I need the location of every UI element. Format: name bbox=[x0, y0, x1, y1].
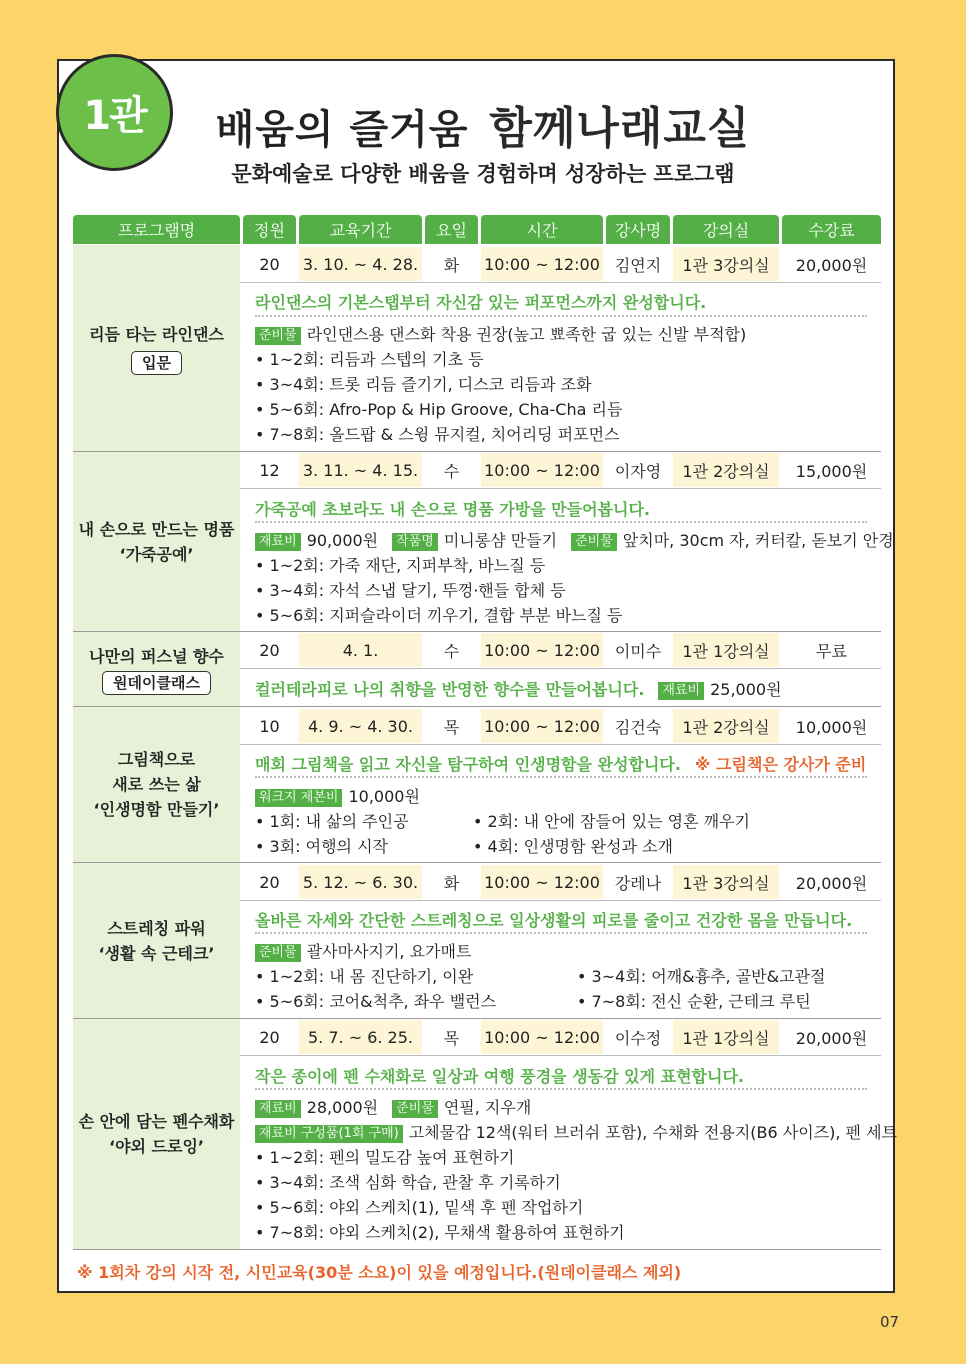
session-item: • 7~8회: 야외 스케치(2), 무채색 활용하여 표현하기 bbox=[255, 1223, 625, 1242]
program-name: 그림책으로 bbox=[117, 750, 196, 769]
program-name: 나만의 퍼스널 향수 bbox=[89, 646, 224, 666]
session-item: • 3~4회: 어깨&흉추, 골반&고관절 bbox=[577, 967, 826, 986]
prep-line bbox=[255, 939, 471, 962]
session-item: • 7~8회: 올드팝 & 스윙 뮤지컬, 치어리딩 퍼포먼스 bbox=[255, 425, 620, 444]
teacher-cell: 이자영 bbox=[614, 461, 662, 481]
program-name-line2: 새로 쓰는 삶 bbox=[112, 775, 201, 794]
dotted-divider bbox=[255, 1088, 867, 1090]
room-cell: 1관 1강의실 bbox=[673, 633, 779, 667]
session-item: • 1~2회: 내 몸 진단하기, 이완 bbox=[255, 967, 474, 986]
materials-line bbox=[255, 528, 894, 551]
session-item: • 5~6회: 지퍼슬라이더 끼우기, 결합 부분 바느질 등 bbox=[255, 606, 623, 625]
row-divider bbox=[73, 862, 881, 863]
work-name: 미니롱샴 만들기 bbox=[443, 531, 558, 550]
day-cell: 수 bbox=[443, 461, 460, 481]
session-item: • 1~2회: 리듬과 스텝의 기초 등 bbox=[255, 350, 484, 369]
data-divider bbox=[240, 1055, 881, 1056]
data-divider bbox=[240, 488, 881, 489]
program-description bbox=[255, 752, 866, 775]
prep-line bbox=[255, 322, 746, 345]
program-description: 라인댄스의 기본스탭부터 자신감 있는 퍼포먼스까지 완성합니다. bbox=[255, 293, 707, 312]
dotted-divider bbox=[255, 521, 867, 523]
prep-text: 연필, 지우개 bbox=[443, 1098, 532, 1117]
program-description: 컬러테라피로 나의 취향을 반영한 향수를 만들어봅니다. bbox=[255, 680, 645, 699]
header-teacher: 강사명 bbox=[606, 215, 670, 244]
session-item: • 1~2회: 펜의 밀도감 높여 표현하기 bbox=[255, 1148, 515, 1167]
program-description: 가죽공예 초보라도 내 손으로 명품 가방을 만들어봅니다. bbox=[255, 500, 650, 519]
program-description: 올바른 자세와 간단한 스트레칭으로 일상생활의 피로를 줄이고 건강한 몸을 만듭니다. bbox=[255, 911, 853, 930]
session-item: • 7~8회: 전신 순환, 근테크 루틴 bbox=[577, 992, 811, 1011]
day-cell: 목 bbox=[443, 1028, 460, 1048]
capacity-cell: 20 bbox=[259, 1027, 280, 1047]
row-divider bbox=[73, 1018, 881, 1019]
fee-cell: 무료 bbox=[816, 641, 847, 661]
program-name-cell bbox=[73, 863, 240, 1018]
period-cell: 5. 7. ~ 6. 25. bbox=[299, 1020, 422, 1054]
page-subtitle: 문화예술로 다양한 배움을 경험하며 성장하는 프로그램 bbox=[231, 162, 735, 186]
session-item: • 3~4회: 트롯 리듬 즐기기, 디스코 리듬과 조화 bbox=[255, 375, 592, 394]
capacity-cell: 10 bbox=[259, 716, 280, 736]
program-name: 스트레칭 파워 bbox=[107, 918, 206, 938]
program-name: 손 안에 담는 펜수채화 bbox=[78, 1112, 235, 1131]
program-subname: ‘생활 속 근테크’ bbox=[98, 943, 215, 963]
time-cell: 10:00 ~ 12:00 bbox=[481, 1020, 603, 1054]
capacity-cell: 12 bbox=[259, 460, 280, 480]
footnote: ※ 1회차 강의 시작 전, 시민교육(30분 소요)이 있을 예정입니다.(원데이클래스 제외) bbox=[77, 1263, 682, 1282]
row-divider bbox=[73, 451, 881, 452]
material-fee-label: 재료비 bbox=[255, 533, 301, 551]
work-label: 작품명 bbox=[392, 533, 438, 551]
session-item: • 2회: 내 안에 잠들어 있는 영혼 깨우기 bbox=[473, 812, 750, 831]
material-fee: 10,000원 bbox=[348, 787, 420, 806]
time-cell: 10:00 ~ 12:00 bbox=[481, 247, 603, 281]
header-period: 교육기간 bbox=[299, 215, 422, 244]
header-day: 요일 bbox=[425, 215, 478, 244]
page-number: 07 bbox=[880, 1313, 900, 1331]
capacity-cell: 20 bbox=[259, 872, 280, 892]
program-name: 리듬 타는 라인댄스 bbox=[89, 324, 224, 344]
prep-text: 앞치마, 30cm 자, 커터칼, 돋보기 안경 bbox=[622, 531, 894, 550]
material-fee: 90,000원 bbox=[306, 531, 379, 550]
dotted-divider bbox=[255, 776, 867, 778]
fee-cell: 15,000원 bbox=[795, 461, 868, 481]
title-main: 배움의 즐거움 bbox=[215, 107, 469, 153]
data-divider bbox=[240, 282, 881, 283]
row-divider bbox=[73, 1249, 881, 1250]
session-item: • 4회: 인생명함 완성과 소개 bbox=[473, 837, 673, 856]
title-highlight: 함께나래교실 bbox=[489, 103, 751, 154]
capacity-cell: 20 bbox=[259, 640, 280, 660]
prep-label: 준비물 bbox=[571, 533, 617, 551]
session-item: • 5~6회: Afro-Pop & Hip Groove, Cha-Cha 리듬 bbox=[255, 400, 623, 419]
day-cell: 화 bbox=[443, 255, 460, 275]
program-subname: ‘가죽공예’ bbox=[119, 544, 194, 564]
kit-line bbox=[255, 1120, 897, 1143]
materials-line bbox=[255, 1095, 531, 1118]
capacity-cell: 20 bbox=[259, 254, 280, 274]
room-cell: 1관 2강의실 bbox=[673, 453, 779, 487]
prep-text: 라인댄스용 댄스화 착용 권장(높고 뾰족한 굽 있는 신발 부적합) bbox=[306, 325, 747, 344]
row-divider bbox=[73, 631, 881, 632]
fee-cell: 20,000원 bbox=[795, 873, 868, 893]
session-item: • 5~6회: 야외 스케치(1), 밑색 후 펜 작업하기 bbox=[255, 1198, 584, 1217]
teacher-cell: 김연지 bbox=[614, 255, 662, 275]
room-cell: 1관 1강의실 bbox=[673, 1020, 779, 1054]
prep-label: 준비물 bbox=[255, 944, 301, 962]
program-name-cell bbox=[73, 632, 240, 706]
fee-cell: 20,000원 bbox=[795, 255, 868, 275]
page-title bbox=[0, 92, 966, 156]
prep-label: 준비물 bbox=[392, 1100, 438, 1118]
room-cell: 1관 2강의실 bbox=[673, 709, 779, 743]
dotted-divider bbox=[255, 932, 867, 934]
program-level-tag: 입문 bbox=[131, 351, 182, 375]
day-cell: 화 bbox=[443, 873, 460, 893]
prep-label: 준비물 bbox=[255, 327, 301, 345]
kit-label: 재료비 구성품(1회 구매) bbox=[255, 1125, 403, 1143]
time-cell: 10:00 ~ 12:00 bbox=[481, 633, 603, 667]
materials-line bbox=[255, 784, 420, 807]
program-subname: ‘야외 드로잉’ bbox=[108, 1137, 204, 1156]
data-divider bbox=[240, 668, 881, 669]
program-name-cell bbox=[73, 245, 240, 451]
day-cell: 수 bbox=[443, 641, 460, 661]
teacher-cell: 이수정 bbox=[614, 1028, 662, 1048]
program-name-cell bbox=[73, 707, 240, 862]
warning-note: ※ 그림책은 강사가 준비 bbox=[694, 755, 867, 774]
room-cell: 1관 3강의실 bbox=[673, 247, 779, 281]
prep-text: 괄사마사지기, 요가매트 bbox=[306, 942, 472, 961]
header-time: 시간 bbox=[481, 215, 603, 244]
hall-badge: 1관 bbox=[56, 54, 173, 171]
session-item: • 1~2회: 가죽 재단, 지퍼부착, 바느질 등 bbox=[255, 556, 546, 575]
data-divider bbox=[240, 744, 881, 745]
program-subname: ‘인생명함 만들기’ bbox=[93, 800, 220, 819]
header-program: 프로그램명 bbox=[73, 215, 240, 244]
material-fee-label: 워크지 제본비 bbox=[255, 789, 342, 807]
material-fee-label: 재료비 bbox=[658, 682, 704, 700]
period-cell: 3. 11. ~ 4. 15. bbox=[299, 453, 422, 487]
description-line bbox=[255, 677, 782, 700]
program-name: 내 손으로 만드는 명품 bbox=[78, 519, 235, 539]
period-cell: 4. 9. ~ 4. 30. bbox=[299, 709, 422, 743]
row-divider bbox=[73, 706, 881, 707]
program-name-cell bbox=[73, 452, 240, 631]
program-description: 작은 종이에 펜 수채화로 일상과 여행 풍경을 생동감 있게 표현합니다. bbox=[255, 1067, 744, 1086]
material-fee: 28,000원 bbox=[306, 1098, 379, 1117]
period-cell: 3. 10. ~ 4. 28. bbox=[299, 247, 422, 281]
material-fee: 25,000원 bbox=[710, 680, 782, 699]
header-fee: 수강료 bbox=[782, 215, 881, 244]
session-item: • 5~6회: 코어&척추, 좌우 밸런스 bbox=[255, 992, 497, 1011]
period-cell: 5. 12. ~ 6. 30. bbox=[299, 865, 422, 899]
session-item: • 3~4회: 조색 심화 학습, 관찰 후 기록하기 bbox=[255, 1173, 561, 1192]
session-item: • 3~4회: 자석 스냅 달기, 뚜껑·핸들 합체 등 bbox=[255, 581, 566, 600]
kit-text: 고체물감 12색(워터 브러쉬 포함), 수채화 전용지(B6 사이즈), 펜 세트 bbox=[408, 1123, 897, 1142]
teacher-cell: 이미수 bbox=[614, 641, 662, 661]
fee-cell: 10,000원 bbox=[795, 717, 868, 737]
fee-cell: 20,000원 bbox=[795, 1028, 868, 1048]
time-cell: 10:00 ~ 12:00 bbox=[481, 453, 603, 487]
session-item: • 3회: 여행의 시작 bbox=[255, 837, 389, 856]
header-capacity: 정원 bbox=[243, 215, 296, 244]
header-room: 강의실 bbox=[673, 215, 779, 244]
teacher-cell: 강레나 bbox=[614, 873, 662, 893]
description-text: 매회 그림책을 읽고 자신을 탐구하여 인생명함을 완성합니다. bbox=[255, 755, 681, 774]
dotted-divider bbox=[255, 315, 867, 317]
teacher-cell: 김건숙 bbox=[614, 717, 662, 737]
time-cell: 10:00 ~ 12:00 bbox=[481, 709, 603, 743]
program-level-tag: 원데이클래스 bbox=[102, 671, 211, 695]
day-cell: 목 bbox=[443, 717, 460, 737]
session-item: • 1회: 내 삶의 주인공 bbox=[255, 812, 409, 831]
program-name-cell bbox=[73, 1019, 240, 1249]
time-cell: 10:00 ~ 12:00 bbox=[481, 865, 603, 899]
room-cell: 1관 3강의실 bbox=[673, 865, 779, 899]
period-cell: 4. 1. bbox=[299, 633, 422, 667]
material-fee-label: 재료비 bbox=[255, 1100, 301, 1118]
data-divider bbox=[240, 900, 881, 901]
